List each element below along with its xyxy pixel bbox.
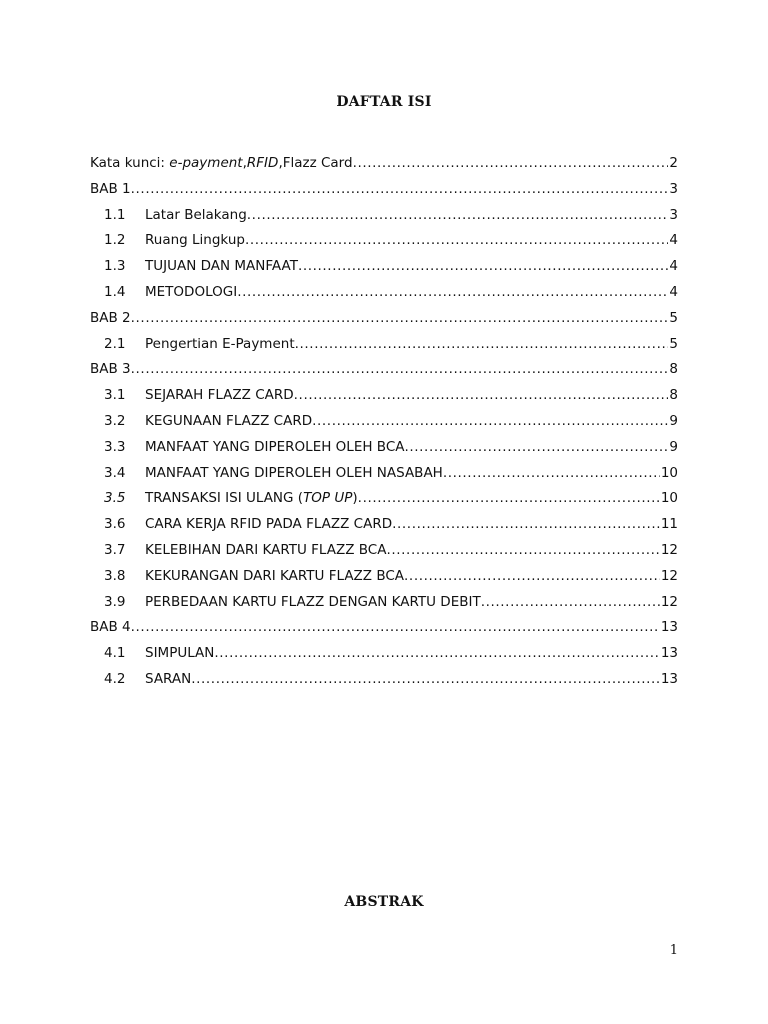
keyword-separator: , bbox=[278, 155, 283, 171]
dot-leader bbox=[131, 619, 660, 635]
keywords-label: Kata kunci: bbox=[90, 155, 170, 171]
abstract-heading: ABSTRAK bbox=[344, 894, 424, 910]
toc-section-title: METODOLOGI bbox=[145, 283, 238, 300]
toc-chapter-title: BAB 4 bbox=[90, 619, 131, 636]
toc-entry-1-1[interactable] bbox=[90, 207, 678, 233]
toc-section-title: PERBEDAAN KARTU FLAZZ DENGAN KARTU DEBIT bbox=[145, 593, 481, 610]
dot-leader bbox=[443, 465, 660, 481]
toc-section-title: SIMPULAN bbox=[145, 645, 215, 662]
toc-section-title bbox=[145, 490, 358, 506]
toc-page-number: 5 bbox=[669, 335, 678, 352]
toc-section-title: CARA KERJA RFID PADA FLAZZ CARD bbox=[145, 516, 393, 533]
toc-entry-bab-3[interactable] bbox=[90, 361, 678, 387]
toc-page-number: 13 bbox=[660, 645, 678, 662]
toc-heading: DAFTAR ISI bbox=[336, 94, 432, 110]
toc-page-number: 5 bbox=[669, 309, 678, 326]
toc-section-title: Ruang Lingkup bbox=[145, 232, 245, 249]
toc-entry-3-9[interactable] bbox=[90, 594, 678, 620]
toc-entry-3-5[interactable] bbox=[90, 490, 678, 516]
dot-leader bbox=[481, 594, 660, 610]
toc-page-number: 3 bbox=[669, 180, 678, 197]
toc-page-number: 2 bbox=[669, 155, 678, 171]
dot-leader bbox=[358, 490, 660, 506]
toc-section-title: MANFAAT YANG DIPEROLEH OLEH NASABAH bbox=[145, 464, 443, 481]
toc-section-number: 3.1 bbox=[104, 387, 126, 404]
toc-section-number: 4.2 bbox=[104, 670, 126, 687]
toc-entry-3-6[interactable] bbox=[90, 516, 678, 542]
toc-section-number: 1.1 bbox=[104, 206, 126, 223]
dot-leader bbox=[214, 645, 659, 661]
toc-entry-4-2[interactable] bbox=[90, 671, 678, 697]
toc-section-number: 4.1 bbox=[104, 645, 126, 662]
toc-entry-3-2[interactable] bbox=[90, 413, 678, 439]
toc-page-number: 12 bbox=[660, 541, 678, 558]
toc-page-number: 4 bbox=[669, 258, 678, 275]
table-of-contents bbox=[90, 155, 678, 697]
toc-entry-bab-4[interactable] bbox=[90, 619, 678, 645]
toc-section-number: 1.4 bbox=[104, 283, 126, 300]
dot-leader bbox=[131, 310, 669, 326]
toc-page-number: 4 bbox=[669, 283, 678, 300]
toc-page-number: 13 bbox=[660, 670, 678, 687]
toc-title-part: TRANSAKSI ISI ULANG ( bbox=[145, 490, 304, 507]
toc-section-title: KEKURANGAN DARI KARTU FLAZZ BCA bbox=[145, 567, 405, 584]
toc-chapter-title: BAB 1 bbox=[90, 180, 131, 197]
dot-leader bbox=[237, 284, 668, 300]
toc-page-number: 4 bbox=[669, 232, 678, 249]
toc-section-number: 3.2 bbox=[104, 412, 126, 429]
toc-page-number: 9 bbox=[669, 438, 678, 455]
toc-section-number: 3.6 bbox=[104, 516, 126, 533]
keyword-separator: , bbox=[242, 155, 247, 171]
toc-section-title: KEGUNAAN FLAZZ CARD bbox=[145, 412, 313, 429]
toc-chapter-title: BAB 2 bbox=[90, 309, 131, 326]
toc-section-number: 2.1 bbox=[104, 335, 126, 352]
page-number: 1 bbox=[669, 943, 678, 958]
toc-section-title: KELEBIHAN DARI KARTU FLAZZ BCA bbox=[145, 541, 387, 558]
keyword-rfid: RFID bbox=[246, 155, 279, 171]
dot-leader bbox=[353, 155, 669, 171]
toc-entry-3-4[interactable] bbox=[90, 465, 678, 491]
toc-section-number: 3.4 bbox=[104, 464, 126, 481]
toc-section-title: SEJARAH FLAZZ CARD bbox=[145, 387, 294, 404]
dot-leader bbox=[298, 258, 668, 274]
toc-entry-1-3[interactable] bbox=[90, 258, 678, 284]
toc-page-number: 8 bbox=[669, 387, 678, 404]
dot-leader bbox=[404, 568, 660, 584]
toc-page-number: 12 bbox=[660, 593, 678, 610]
toc-title-italic-part: TOP UP bbox=[303, 490, 353, 507]
toc-section-number: 1.2 bbox=[104, 232, 126, 249]
dot-leader bbox=[386, 542, 659, 558]
toc-section-number: 3.8 bbox=[104, 567, 126, 584]
toc-page-number: 9 bbox=[669, 412, 678, 429]
toc-entry-1-4[interactable] bbox=[90, 284, 678, 310]
toc-page-number: 3 bbox=[669, 206, 678, 223]
toc-section-number: 3.9 bbox=[104, 593, 126, 610]
dot-leader bbox=[294, 387, 669, 403]
toc-entry-3-8[interactable] bbox=[90, 568, 678, 594]
toc-page-number: 13 bbox=[660, 619, 678, 636]
dot-leader bbox=[247, 207, 669, 223]
toc-entry-1-2[interactable] bbox=[90, 232, 678, 258]
dot-leader bbox=[312, 413, 668, 429]
dot-leader bbox=[404, 439, 668, 455]
toc-entry-keywords[interactable] bbox=[90, 155, 678, 181]
toc-page-number: 8 bbox=[669, 361, 678, 378]
toc-chapter-title: BAB 3 bbox=[90, 361, 131, 378]
toc-section-number: 3.5 bbox=[104, 490, 126, 507]
toc-page-number: 10 bbox=[660, 464, 678, 481]
dot-leader bbox=[295, 336, 669, 352]
toc-keywords-title bbox=[90, 155, 353, 171]
toc-entry-3-7[interactable] bbox=[90, 542, 678, 568]
dot-leader bbox=[245, 232, 668, 248]
toc-section-title: TUJUAN DAN MANFAAT bbox=[145, 258, 298, 275]
dot-leader bbox=[191, 671, 660, 687]
toc-section-title: Pengertian E-Payment bbox=[145, 335, 295, 352]
toc-entry-4-1[interactable] bbox=[90, 645, 678, 671]
toc-section-title: Latar Belakang bbox=[145, 206, 247, 223]
toc-section-number: 3.3 bbox=[104, 438, 126, 455]
toc-entry-bab-2[interactable] bbox=[90, 310, 678, 336]
dot-leader bbox=[131, 361, 669, 377]
keyword-epayment: e-payment bbox=[169, 155, 243, 171]
keyword-flazz-card: Flazz Card bbox=[282, 155, 353, 171]
toc-section-title: SARAN bbox=[145, 670, 192, 687]
toc-title-part: ) bbox=[352, 490, 358, 507]
toc-page-number: 10 bbox=[660, 490, 678, 507]
dot-leader bbox=[392, 516, 660, 532]
toc-page-number: 11 bbox=[660, 516, 678, 533]
dot-leader bbox=[131, 181, 669, 197]
toc-entry-3-3[interactable] bbox=[90, 439, 678, 465]
toc-entry-bab-1[interactable] bbox=[90, 181, 678, 207]
toc-entry-2-1[interactable] bbox=[90, 336, 678, 362]
toc-section-number: 1.3 bbox=[104, 258, 126, 275]
toc-entry-3-1[interactable] bbox=[90, 387, 678, 413]
toc-section-title: MANFAAT YANG DIPEROLEH OLEH BCA bbox=[145, 438, 405, 455]
toc-page-number: 12 bbox=[660, 567, 678, 584]
toc-section-number: 3.7 bbox=[104, 541, 126, 558]
